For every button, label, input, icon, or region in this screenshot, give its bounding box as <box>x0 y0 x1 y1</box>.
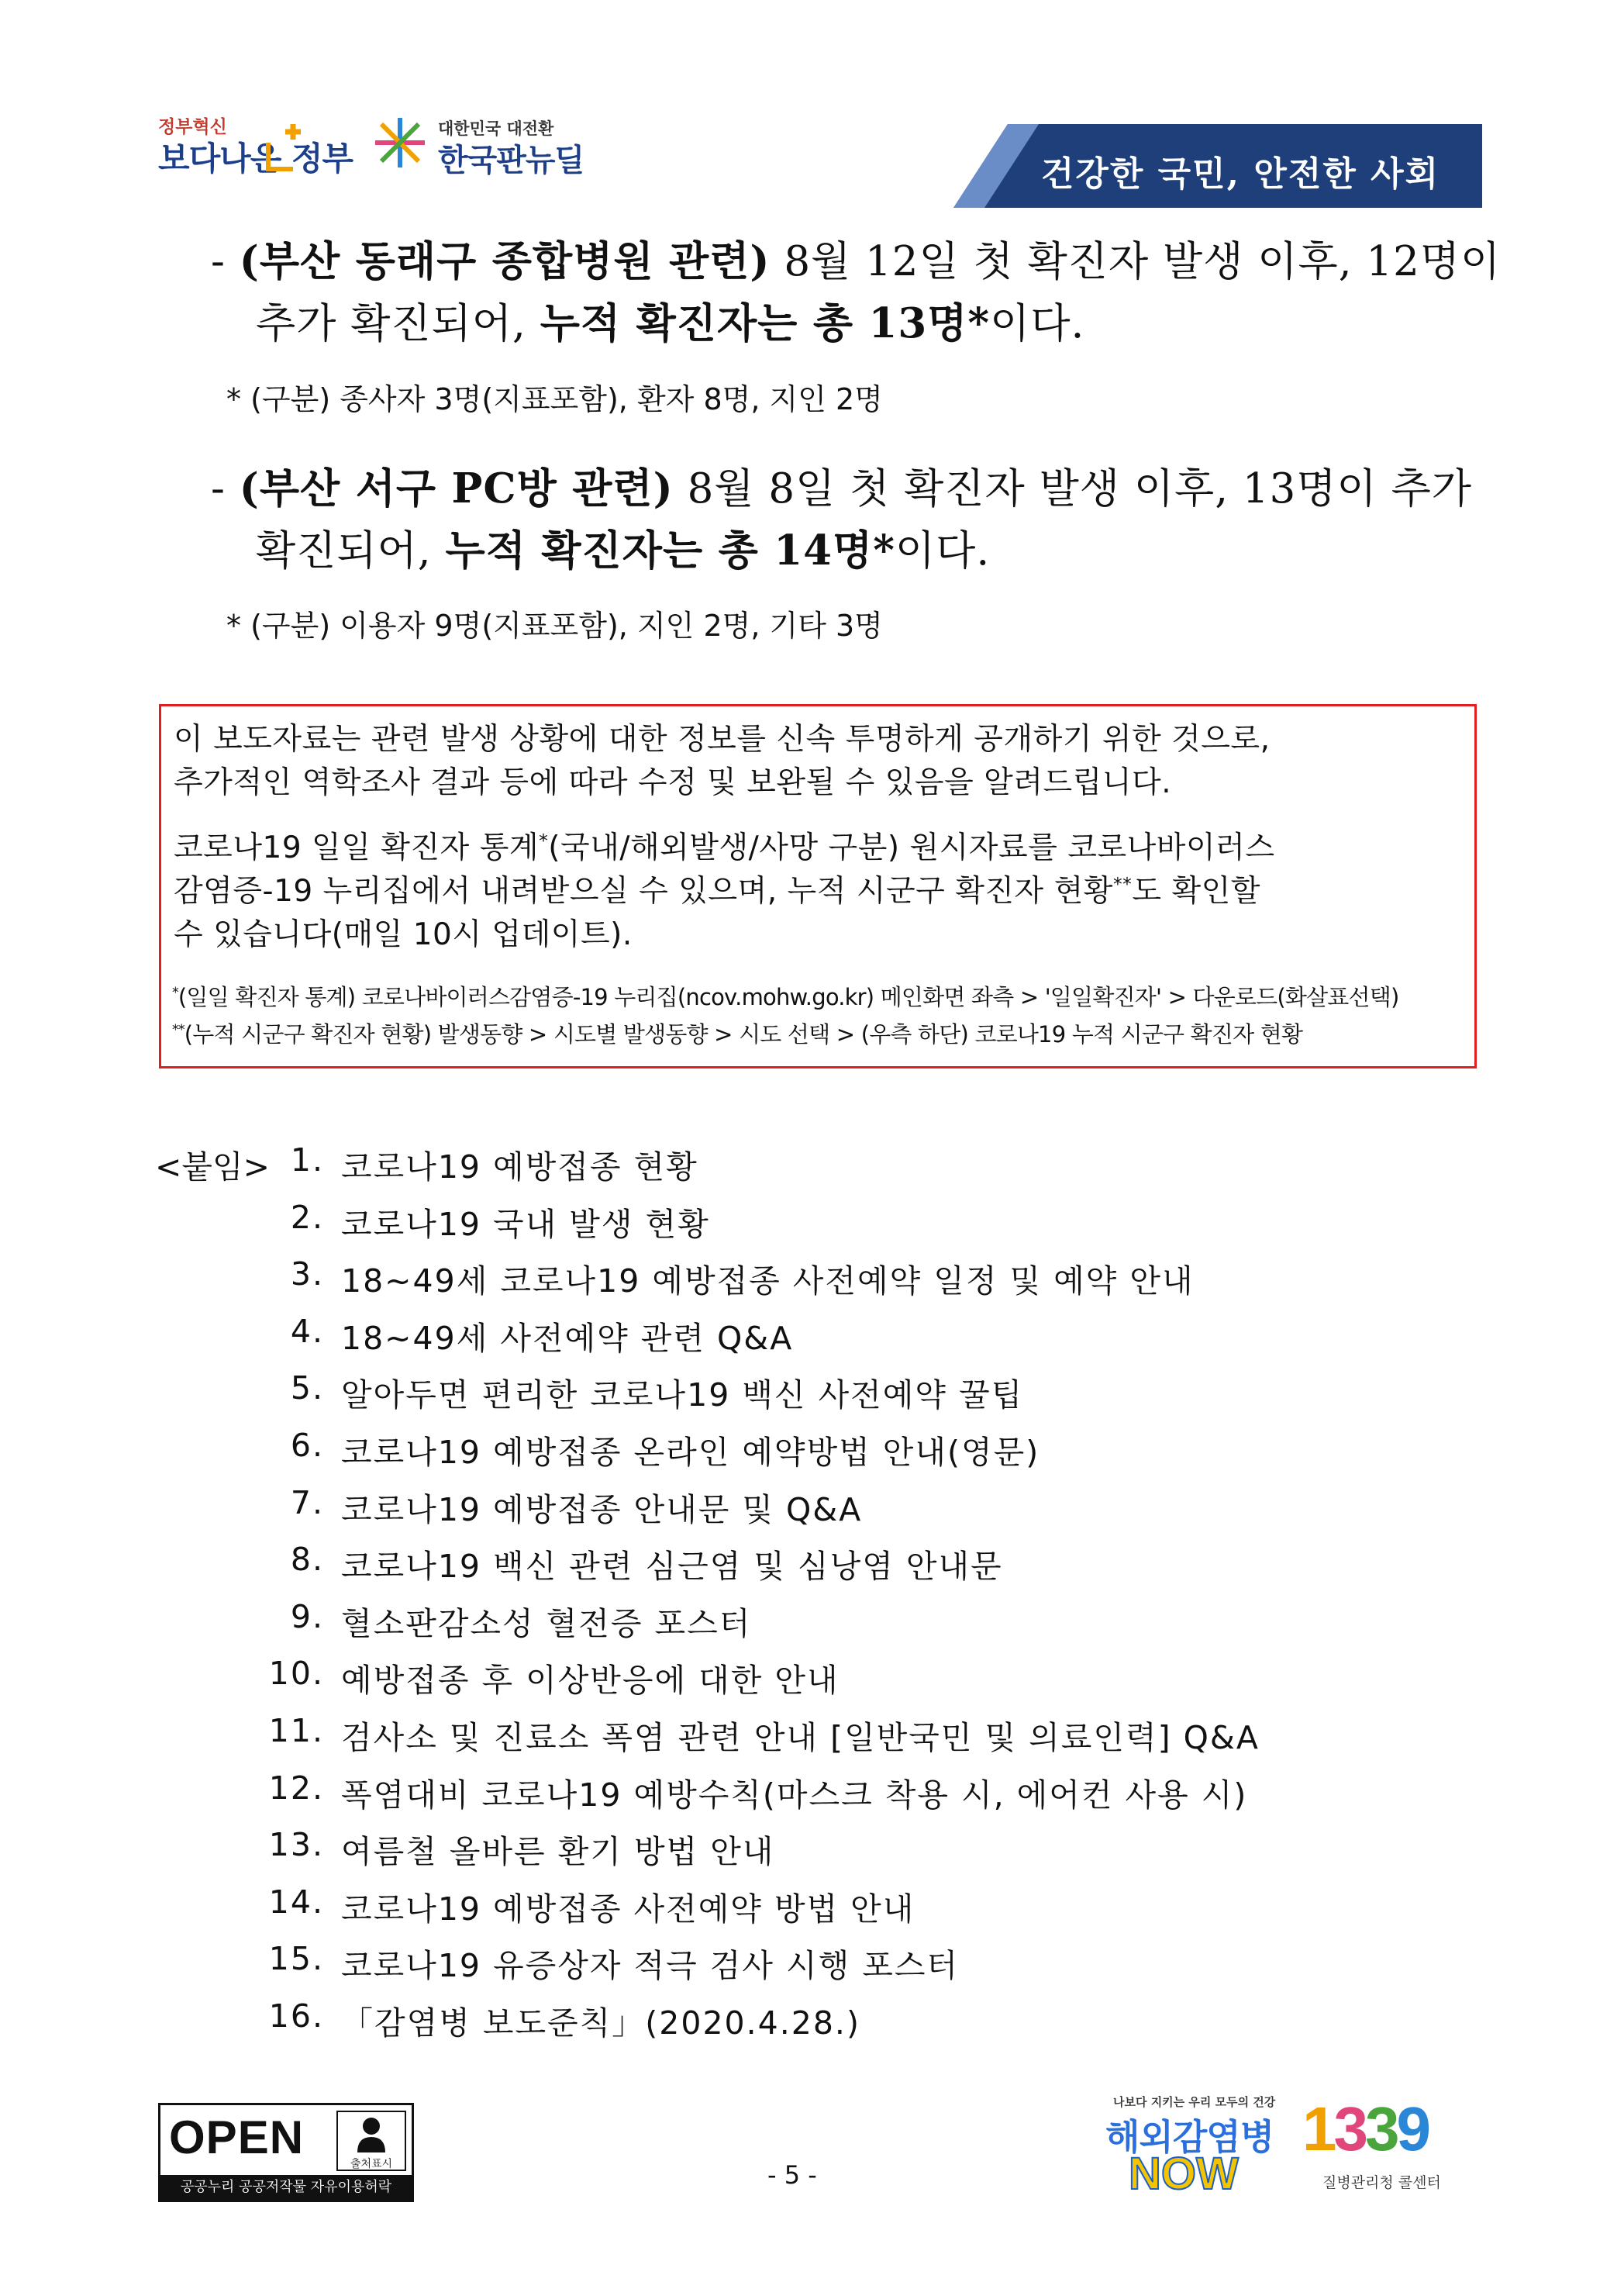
attachment-number: 8. <box>290 1541 324 1579</box>
attachment-item <box>0 1199 1624 1245</box>
notice-footnote-1 <box>172 980 1398 1012</box>
case-2-title: (부산 서구 PC방 관련) <box>239 464 674 513</box>
case-1-total: 누적 확진자는 총 13명* <box>540 299 991 347</box>
notice-p2-line1-b: (국내/해외발생/사망 구분) 원시자료를 코로나바이러스 <box>548 830 1275 865</box>
attachment-item <box>0 1369 1624 1416</box>
case-1-line2-plain: 추가 확진되어, <box>256 300 540 347</box>
hotline-digit: 3 <box>1365 2094 1397 2163</box>
case-1-line-1 <box>211 229 1501 288</box>
now-logo-text: NOW <box>1129 2149 1239 2199</box>
attachment-number: 7. <box>290 1483 324 1521</box>
notice-p2-line1-a: 코로나19 일일 확진자 통계 <box>174 830 540 865</box>
attachment-item <box>0 1141 1624 1188</box>
attachment-number: 11. <box>268 1712 324 1749</box>
case-2-note: * (구분) 이용자 9명(지표포함), 지인 2명, 기타 3명 <box>226 609 883 643</box>
footnote-1-mark: * <box>172 985 178 1001</box>
case-1-line1-rest: 8월 12일 첫 확진자 발생 이후, 12명이 <box>770 238 1502 285</box>
attachment-number: 16. <box>268 1997 324 2035</box>
newdeal-logo-icon <box>372 115 428 171</box>
notice-p1-line1: 이 보도자료는 관련 발생 상황에 대한 정보를 신속 투명하게 공개하기 위한 것으로, <box>174 722 1271 757</box>
newdeal-small-text: 대한민국 대전환 <box>438 119 554 138</box>
hotline-caption: 질병관리청 콜센터 <box>1322 2174 1441 2191</box>
hotline-1339-logo <box>1302 2094 1428 2165</box>
hotline-digit: 3 <box>1333 2094 1365 2163</box>
footnote-ref-2: ** <box>1112 873 1133 895</box>
attachment-item <box>0 1940 1624 1987</box>
gov-logo-text: 보다나은 정부 <box>158 140 353 178</box>
footnote-2-mark: ** <box>172 1022 184 1038</box>
now-title: 해외감염병 <box>1105 2116 1274 2158</box>
notice-p2-line3: 수 있습니다(매일 10시 업데이트). <box>174 917 633 952</box>
case-2-line2-end: 이다. <box>895 527 991 575</box>
newdeal-logo-text: 한국판뉴딜 <box>438 143 584 178</box>
page-number: - 5 - <box>767 2160 817 2190</box>
attachment-number: 13. <box>268 1826 324 1864</box>
case-1-title: (부산 동래구 종합병원 관련) <box>239 237 771 285</box>
attachment-number: 6. <box>290 1427 324 1464</box>
attachment-title: 18∼49세 사전예약 관련 Q&A <box>341 1319 794 1357</box>
attachment-item <box>0 1712 1624 1759</box>
now-tagline: 나보다 지키는 우리 모두의 건강 <box>1113 2095 1276 2109</box>
notice-p2-line1 <box>174 823 1275 867</box>
slogan-text: 건강한 국민, 안전한 사회 <box>1040 154 1440 194</box>
notice-p1-line2: 추가적인 역학조사 결과 등에 따라 수정 및 보완될 수 있음을 알려드립니다. <box>174 765 1172 800</box>
open-license-caption: 공공누리 공공저작물 자유이용허락 <box>160 2175 412 2200</box>
attachment-title: 코로나19 예방접종 온라인 예약방법 안내(영문) <box>341 1434 1040 1471</box>
footnote-2-text: (누적 시군구 확진자 현황) 발생동향 > 시도별 발생동향 > 시도 선택 > (우측 하단) 코로나19 누적 시군구 확진자 현황 <box>184 1021 1303 1048</box>
attachment-title: 혈소판감소성 혈전증 포스터 <box>341 1604 752 1642</box>
gov-logo-plus-icon <box>262 109 324 175</box>
attachment-title: 18∼49세 코로나19 예방접종 사전예약 일정 및 예약 안내 <box>341 1262 1195 1300</box>
attachment-title: 코로나19 예방접종 현황 <box>341 1148 698 1186</box>
attachment-title: 코로나19 국내 발생 현황 <box>341 1205 710 1243</box>
attachment-number: 15. <box>268 1940 324 1978</box>
notice-p2-line2-b: 도 확인할 <box>1132 874 1260 909</box>
attachment-item <box>0 1826 1624 1873</box>
attachment-item <box>0 1255 1624 1302</box>
hotline-digit: 1 <box>1302 2094 1334 2163</box>
footnote-ref-1: * <box>539 830 549 851</box>
attachment-number: 9. <box>290 1597 324 1635</box>
attachment-title: 검사소 및 진료소 폭염 관련 안내 [일반국민 및 의료인력] Q&A <box>341 1719 1260 1756</box>
attachment-title: 폭염대비 코로나19 예방수칙(마스크 착용 시, 에어컨 사용 시) <box>341 1776 1248 1814</box>
notice-p2-line2 <box>174 867 1260 910</box>
case-2-bullet: - <box>211 465 226 513</box>
attachment-title: 예방접종 후 이상반응에 대한 안내 <box>341 1662 840 1700</box>
attachment-item <box>0 1769 1624 1816</box>
attachment-number: 12. <box>268 1769 324 1807</box>
case-2-total: 누적 확진자는 총 14명* <box>445 526 895 575</box>
case-1-bullet: - <box>211 238 226 285</box>
attachment-number: 3. <box>290 1255 324 1293</box>
notice-p2-line2-a: 감염증-19 누리집에서 내려받으실 수 있으며, 누적 시군구 확진자 현황 <box>174 874 1113 909</box>
attachment-item <box>0 1655 1624 1701</box>
case-2-line-2 <box>256 518 990 577</box>
case-2-line2-plain: 확진되어, <box>256 527 446 575</box>
attachments-label: <붙임> <box>155 1148 270 1186</box>
attachment-number: 5. <box>290 1369 324 1407</box>
open-logo-text: OPEN <box>169 2111 305 2163</box>
case-1-line-2 <box>256 291 1084 350</box>
attachment-item <box>0 1598 1624 1645</box>
hotline-digit: 9 <box>1396 2094 1428 2163</box>
attachment-item <box>0 1997 1624 2044</box>
attachment-item <box>0 1484 1624 1531</box>
attachment-item <box>0 1541 1624 1587</box>
attachment-number: 4. <box>290 1312 324 1350</box>
attachment-title: 코로나19 예방접종 안내문 및 Q&A <box>341 1490 863 1528</box>
open-badge-label: 출처표시 <box>350 2158 393 2170</box>
attachment-number: 10. <box>268 1655 324 1693</box>
attachment-title: 여름철 올바른 환기 방법 안내 <box>341 1833 775 1871</box>
attachment-title: 알아두면 편리한 코로나19 백신 사전예약 꿀팁 <box>341 1376 1024 1414</box>
case-2-line1-rest: 8월 8일 첫 확진자 발생 이후, 13명이 추가 <box>673 465 1472 513</box>
attachment-number: 2. <box>290 1198 324 1236</box>
gov-logo-small-text: 정부혁신 <box>158 117 227 137</box>
attachment-title: 코로나19 예방접종 사전예약 방법 안내 <box>341 1890 915 1928</box>
case-1-note: * (구분) 종사자 3명(지표포함), 환자 8명, 지인 2명 <box>226 382 883 416</box>
case-1-line2-end: 이다. <box>990 300 1085 347</box>
attachment-number: 1. <box>290 1141 324 1179</box>
attachment-item <box>0 1883 1624 1930</box>
attachment-number: 14. <box>268 1883 324 1921</box>
footnote-1-text: (일일 확진자 통계) 코로나바이러스감염증-19 누리집(ncov.mohw.go.kr) 메인화면 좌측 > '일일확진자' > 다운로드(화살표선택) <box>178 984 1399 1010</box>
attachment-title: 「감염병 보도준칙」(2020.4.28.) <box>341 2004 860 2042</box>
attachment-item <box>0 1313 1624 1359</box>
notice-footnote-2 <box>172 1017 1302 1049</box>
attachment-title: 코로나19 백신 관련 심근염 및 심낭염 안내문 <box>341 1548 1003 1586</box>
attachment-item <box>0 1427 1624 1473</box>
attachment-title: 코로나19 유증상자 적극 검사 시행 포스터 <box>341 1947 960 1985</box>
case-2-line-1 <box>211 456 1472 515</box>
